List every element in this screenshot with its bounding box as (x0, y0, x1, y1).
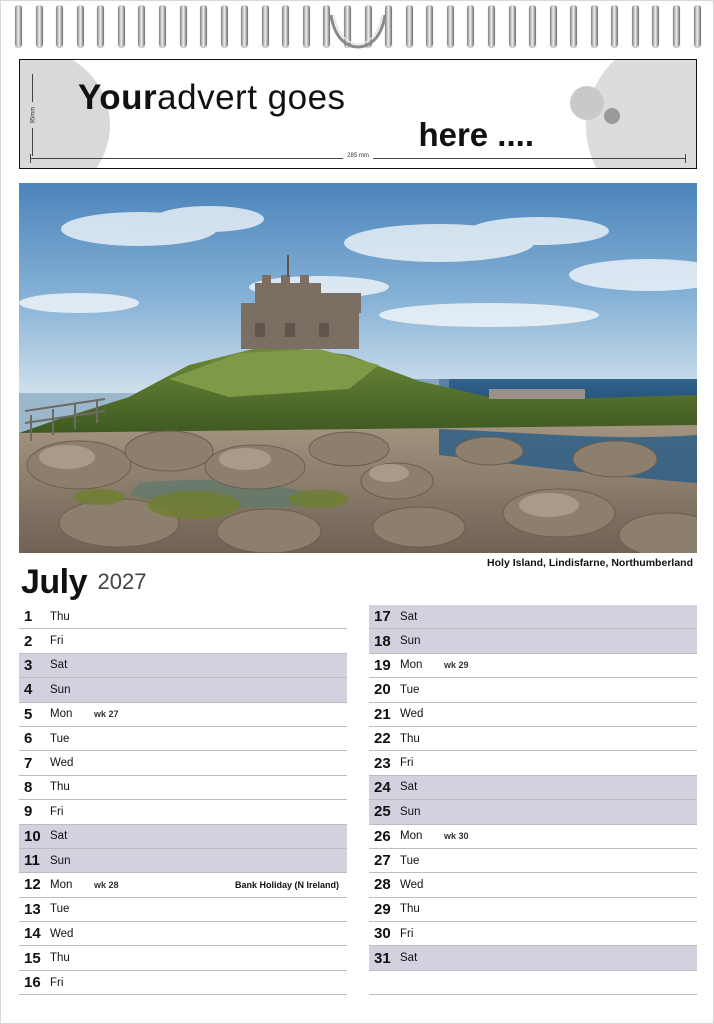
day-columns (19, 605, 697, 995)
day-of-week: Sat (400, 610, 418, 623)
day-of-week: Tue (400, 683, 420, 696)
day-number: 14 (24, 925, 41, 943)
day-of-week: Wed (50, 927, 74, 940)
day-number: 16 (24, 974, 41, 992)
day-of-week: Sat (400, 952, 418, 965)
week-number: wk 27 (94, 709, 119, 720)
day-number: 6 (24, 730, 33, 748)
wire-loop (509, 5, 516, 47)
day-number: 20 (374, 681, 391, 699)
day-number: 4 (24, 681, 33, 699)
day-row[interactable] (369, 678, 697, 702)
day-row[interactable] (19, 678, 347, 702)
day-number: 31 (374, 949, 391, 967)
wire-binding (1, 1, 714, 57)
day-row[interactable] (369, 751, 697, 775)
day-number: 2 (24, 632, 33, 650)
day-number: 25 (374, 803, 391, 821)
week-number: wk 28 (94, 879, 119, 890)
wire-loop (550, 5, 557, 47)
day-number: 7 (24, 754, 33, 772)
wire-loop (303, 5, 310, 47)
day-of-week: Sat (50, 659, 68, 672)
day-number: 12 (24, 876, 41, 894)
day-of-week: Thu (400, 732, 420, 745)
wire-loop (529, 5, 536, 47)
wire-loop (570, 5, 577, 47)
day-number: 8 (24, 778, 33, 796)
advert-width-label: 285 mm (343, 153, 373, 159)
measure-cap-right (685, 154, 686, 163)
wire-loop (138, 5, 145, 47)
day-of-week: Wed (400, 878, 424, 891)
advert-width-measure (30, 153, 686, 163)
day-row[interactable] (369, 898, 697, 922)
advert-phrase-advert-goes: advert goes (157, 78, 346, 117)
month-year: 2027 (97, 569, 147, 594)
wire-loop (36, 5, 43, 47)
day-row[interactable] (19, 971, 347, 995)
day-of-week: Thu (50, 952, 70, 965)
day-row[interactable] (369, 825, 697, 849)
wire-loop (406, 5, 413, 47)
wire-loop (118, 5, 125, 47)
day-row[interactable] (369, 800, 697, 824)
advert-height-measure (26, 74, 40, 156)
advert-line-1 (78, 78, 656, 118)
day-row[interactable] (369, 703, 697, 727)
day-column-left (19, 605, 347, 995)
wire-loop (241, 5, 248, 47)
day-row[interactable] (369, 654, 697, 678)
day-number: 21 (374, 705, 391, 723)
day-of-week: Thu (50, 781, 70, 794)
wire-loop (200, 5, 207, 47)
day-row[interactable] (19, 605, 347, 629)
day-row[interactable] (369, 605, 697, 629)
day-row[interactable] (19, 922, 347, 946)
day-row[interactable] (19, 800, 347, 824)
wire-loop (673, 5, 680, 47)
day-of-week: Mon (50, 708, 73, 721)
day-row[interactable] (369, 776, 697, 800)
week-number: wk 29 (444, 660, 469, 671)
wire-loop (467, 5, 474, 47)
day-of-week: Sun (400, 805, 421, 818)
day-of-week: Tue (400, 854, 420, 867)
wire-loop (180, 5, 187, 47)
wire-loop (591, 5, 598, 47)
photo-caption: Holy Island, Lindisfarne, Northumberland (487, 557, 693, 569)
day-row[interactable] (369, 629, 697, 653)
advert-text-block (20, 60, 696, 168)
day-of-week: Tue (50, 732, 70, 745)
day-row[interactable] (19, 873, 347, 897)
day-row[interactable] (19, 825, 347, 849)
hanger-hook-icon (325, 11, 391, 51)
day-of-week: Mon (400, 830, 423, 843)
day-number: 17 (374, 608, 391, 626)
day-of-week: Fri (400, 757, 414, 770)
advert-panel[interactable] (19, 59, 697, 169)
wire-loop (15, 5, 22, 47)
day-number: 15 (24, 949, 41, 967)
day-row[interactable] (19, 946, 347, 970)
day-row[interactable] (19, 751, 347, 775)
day-of-week: Fri (400, 927, 414, 940)
wire-loop (694, 5, 701, 47)
day-row[interactable] (369, 849, 697, 873)
day-of-week: Sun (50, 683, 71, 696)
day-row[interactable] (19, 776, 347, 800)
day-number: 24 (374, 778, 391, 796)
wire-loop (632, 5, 639, 47)
wire-loop (611, 5, 618, 47)
day-of-week: Sat (400, 781, 418, 794)
day-of-week: Tue (50, 903, 70, 916)
wire-loop (282, 5, 289, 47)
month-header (21, 563, 146, 602)
day-number: 11 (24, 852, 40, 870)
day-row[interactable] (19, 849, 347, 873)
advert-line-2: here .... (418, 116, 534, 153)
day-number: 3 (24, 656, 33, 674)
day-of-week: Mon (400, 659, 423, 672)
day-row[interactable] (19, 727, 347, 751)
day-of-week: Fri (50, 805, 64, 818)
day-number: 13 (24, 900, 41, 918)
day-number: 23 (374, 754, 391, 772)
day-number: 26 (374, 827, 391, 845)
day-row[interactable] (19, 654, 347, 678)
day-number: 30 (374, 925, 391, 943)
wire-loop (262, 5, 269, 47)
day-of-week: Sat (50, 830, 68, 843)
day-row[interactable] (19, 898, 347, 922)
advert-word-your: Your (78, 78, 158, 117)
day-row[interactable] (369, 922, 697, 946)
day-row[interactable] (369, 727, 697, 751)
wire-loop (447, 5, 454, 47)
day-number: 9 (24, 803, 33, 821)
month-photo (19, 183, 697, 553)
day-of-week: Wed (50, 757, 74, 770)
day-row[interactable] (19, 629, 347, 653)
measure-cap-left (30, 154, 31, 163)
day-row-empty[interactable] (369, 971, 697, 995)
day-of-week: Sun (50, 854, 71, 867)
day-number: 5 (24, 705, 33, 723)
week-number: wk 30 (444, 831, 469, 842)
wire-loop (652, 5, 659, 47)
wire-loop (159, 5, 166, 47)
day-number: 10 (24, 827, 41, 845)
day-of-week: Fri (50, 635, 64, 648)
day-of-week: Mon (50, 878, 73, 891)
day-number: 18 (374, 632, 391, 650)
wire-loop (426, 5, 433, 47)
day-row[interactable] (369, 873, 697, 897)
holiday-note: Bank Holiday (N Ireland) (234, 879, 339, 890)
day-number: 22 (374, 730, 391, 748)
day-of-week: Wed (400, 708, 424, 721)
day-number: 19 (374, 656, 391, 674)
wire-loop (77, 5, 84, 47)
day-number: 1 (24, 608, 33, 626)
day-number: 28 (374, 876, 391, 894)
day-of-week: Fri (50, 976, 64, 989)
day-of-week: Sun (400, 635, 421, 648)
day-row[interactable] (19, 703, 347, 727)
day-of-week: Thu (50, 610, 70, 623)
wire-loop (97, 5, 104, 47)
month-name: July (21, 563, 88, 601)
advert-height-label: 95mm (30, 106, 37, 124)
day-number: 29 (374, 900, 391, 918)
wire-loop (488, 5, 495, 47)
wire-loop (221, 5, 228, 47)
day-of-week: Thu (400, 903, 420, 916)
day-number: 27 (374, 852, 391, 870)
day-row[interactable] (369, 946, 697, 970)
day-column-right (369, 605, 697, 995)
wire-loop (56, 5, 63, 47)
